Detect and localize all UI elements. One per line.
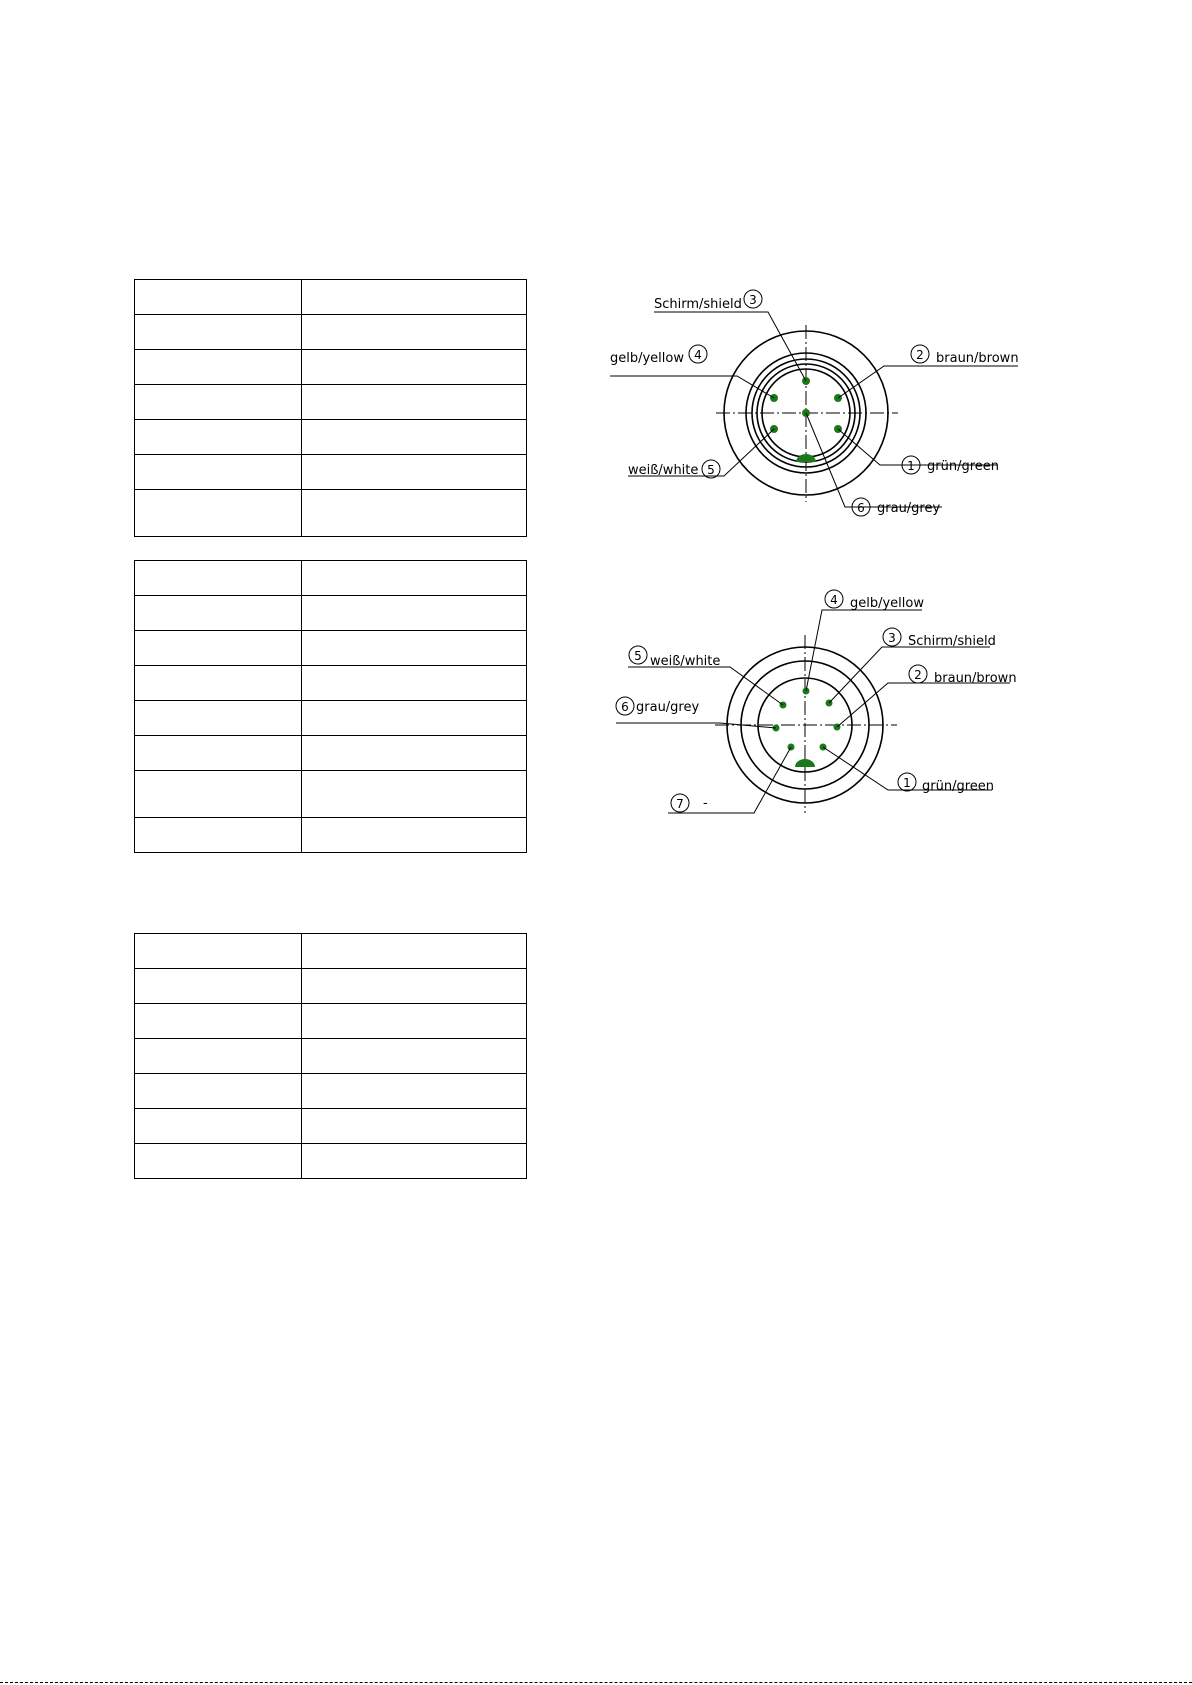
pin-label: weiß/white bbox=[650, 654, 721, 669]
wiring-table-1 bbox=[134, 279, 527, 537]
table-cell bbox=[135, 701, 302, 736]
table-cell bbox=[135, 969, 302, 1004]
table-cell bbox=[135, 934, 302, 969]
table-cell bbox=[302, 561, 527, 596]
pin-label: grau/grey bbox=[877, 501, 941, 516]
table-cell bbox=[135, 1004, 302, 1039]
table-cell bbox=[135, 1109, 302, 1144]
table-cell bbox=[302, 701, 527, 736]
table-row bbox=[135, 596, 527, 631]
pin-number: 2 bbox=[916, 348, 924, 362]
table-cell bbox=[302, 969, 527, 1004]
table-row bbox=[135, 1144, 527, 1179]
table-row bbox=[135, 280, 527, 315]
pin-number: 1 bbox=[903, 776, 911, 790]
table-row bbox=[135, 1109, 527, 1144]
table-row bbox=[135, 631, 527, 666]
pin-label: grün/green bbox=[927, 459, 1000, 474]
table-cell bbox=[302, 420, 527, 455]
pin-number: 3 bbox=[749, 293, 757, 307]
table-cell bbox=[135, 455, 302, 490]
table-cell bbox=[135, 420, 302, 455]
pin-label: Schirm/shield bbox=[908, 634, 996, 649]
table-cell bbox=[302, 350, 527, 385]
table-cell bbox=[135, 385, 302, 420]
connector-7pin-diagram bbox=[600, 585, 1030, 830]
table-cell bbox=[302, 666, 527, 701]
table-row bbox=[135, 455, 527, 490]
leader-line bbox=[806, 610, 922, 691]
coding-key bbox=[795, 759, 815, 767]
table-row bbox=[135, 818, 527, 853]
table-cell bbox=[135, 561, 302, 596]
table-cell bbox=[135, 771, 302, 818]
table-cell bbox=[302, 596, 527, 631]
table-cell bbox=[302, 1039, 527, 1074]
table-cell bbox=[135, 1144, 302, 1179]
wiring-table-3 bbox=[134, 933, 527, 1179]
table-cell bbox=[135, 1039, 302, 1074]
leader-line bbox=[616, 723, 776, 728]
leader-line bbox=[838, 366, 1018, 398]
table-cell bbox=[135, 280, 302, 315]
table-cell bbox=[302, 1109, 527, 1144]
pin-number: 4 bbox=[830, 593, 838, 607]
table-row bbox=[135, 771, 527, 818]
table-row bbox=[135, 1074, 527, 1109]
table-row bbox=[135, 315, 527, 350]
table-cell bbox=[135, 596, 302, 631]
pin-label: braun/brown bbox=[934, 671, 1017, 686]
leader-line bbox=[654, 312, 806, 381]
table-cell bbox=[302, 315, 527, 350]
table-row bbox=[135, 350, 527, 385]
table-cell bbox=[302, 1004, 527, 1039]
table-cell bbox=[135, 350, 302, 385]
table-row bbox=[135, 666, 527, 701]
table-row bbox=[135, 701, 527, 736]
table-cell bbox=[302, 818, 527, 853]
table-row bbox=[135, 420, 527, 455]
table-cell bbox=[302, 631, 527, 666]
table-cell bbox=[135, 1074, 302, 1109]
table-row bbox=[135, 561, 527, 596]
table-row bbox=[135, 969, 527, 1004]
table-row bbox=[135, 736, 527, 771]
table-row bbox=[135, 1004, 527, 1039]
pin-number: 5 bbox=[634, 649, 642, 663]
coding-key bbox=[796, 454, 816, 462]
pin-number: 4 bbox=[694, 348, 702, 362]
pin-number: 7 bbox=[676, 797, 684, 811]
pin-label: gelb/yellow bbox=[610, 351, 684, 366]
table-cell bbox=[302, 736, 527, 771]
page-bottom-rule bbox=[0, 1682, 1192, 1683]
table-cell bbox=[302, 385, 527, 420]
table-cell bbox=[135, 666, 302, 701]
table-cell bbox=[302, 1074, 527, 1109]
table-cell bbox=[135, 818, 302, 853]
table-cell bbox=[302, 490, 527, 537]
table-row bbox=[135, 934, 527, 969]
pin-number: 1 bbox=[907, 459, 915, 473]
pin-label: gelb/yellow bbox=[850, 596, 924, 611]
table-cell bbox=[135, 736, 302, 771]
table-cell bbox=[302, 455, 527, 490]
pin-label: grün/green bbox=[922, 779, 995, 794]
table-cell bbox=[302, 771, 527, 818]
pin-number: 6 bbox=[857, 501, 865, 515]
connector-6pin-diagram bbox=[600, 280, 1030, 530]
table-row bbox=[135, 385, 527, 420]
table-cell bbox=[135, 490, 302, 537]
leader-line bbox=[668, 747, 791, 813]
table-cell bbox=[135, 631, 302, 666]
pin-label: Schirm/shield bbox=[654, 297, 742, 312]
pin-label: weiß/white bbox=[628, 463, 699, 478]
table-row bbox=[135, 1039, 527, 1074]
table-cell bbox=[302, 934, 527, 969]
leader-line bbox=[837, 683, 1010, 727]
pin-label: braun/brown bbox=[936, 351, 1019, 366]
pin-number: 2 bbox=[914, 668, 922, 682]
table-cell bbox=[302, 280, 527, 315]
table-row bbox=[135, 490, 527, 537]
pin-label: grau/grey bbox=[636, 700, 700, 715]
pin-number: 6 bbox=[621, 700, 629, 714]
table-cell bbox=[135, 315, 302, 350]
pin-number: 5 bbox=[707, 463, 715, 477]
pin-label: - bbox=[703, 796, 708, 811]
wiring-table-2 bbox=[134, 560, 527, 853]
pin-number: 3 bbox=[888, 631, 896, 645]
table-cell bbox=[302, 1144, 527, 1179]
